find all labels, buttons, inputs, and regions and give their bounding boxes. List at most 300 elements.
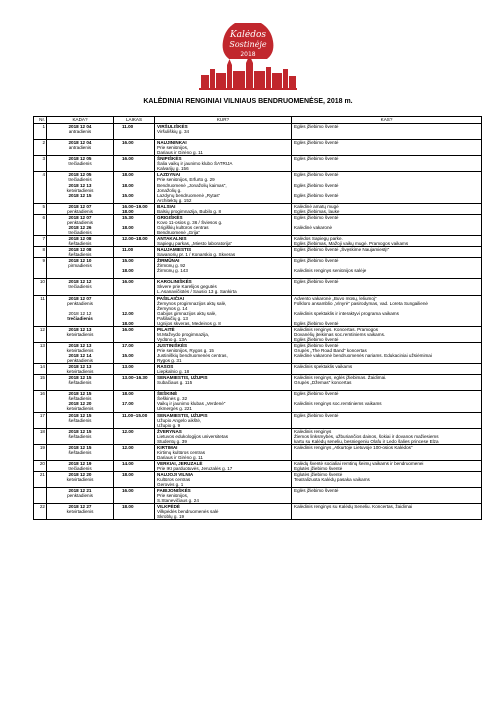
cell-when-line: trečiadienis	[68, 161, 92, 167]
cell-what-line: Kalėdinis renginys soc.remtiniems vaikams	[294, 401, 382, 407]
table-row	[34, 203, 482, 214]
cell-when-line: 2018 12 08	[68, 247, 92, 253]
cell-what	[292, 375, 482, 391]
cell-what-line	[294, 289, 479, 294]
cell-nr: 22	[34, 504, 47, 520]
table-row	[34, 444, 482, 460]
cell-time-line	[122, 358, 152, 363]
cell-where-line: M.Mažvydo progimnazija,	[157, 331, 210, 337]
cell-time-line: 18.00	[122, 320, 134, 326]
cell-where-line: Prie seniūnijos,	[157, 145, 189, 151]
cell-time	[114, 203, 155, 214]
cell-where-line: Žemynos progimnazijos aktų salė,	[157, 300, 227, 306]
cell-when	[47, 488, 114, 504]
cell-when-line: trečiadienis	[68, 466, 92, 471]
cell-what-line: Grupės „The Road Band“ koncertas	[294, 347, 367, 353]
cell-time-line: 16.00	[122, 326, 134, 332]
cell-when-line	[49, 514, 111, 519]
cell-when	[47, 235, 114, 246]
cell-time-line: 13.00–16.30	[122, 375, 148, 381]
cell-where	[155, 279, 292, 295]
cell-time	[114, 428, 155, 444]
cell-what-line	[294, 423, 479, 428]
cell-when-line: pirmadienis	[68, 263, 92, 269]
cell-where-line	[157, 273, 289, 278]
cell-time-line: 18.00	[122, 208, 134, 214]
cell-when	[47, 156, 114, 172]
cell-time	[114, 444, 155, 460]
cell-where-line: Sapiegų parkas, „Miesto laboratorija“	[157, 241, 233, 247]
cell-what-line	[294, 406, 479, 411]
cell-where-line: Lazdynų bendruomenė „Rytas“	[157, 192, 221, 198]
cell-what	[292, 247, 482, 258]
cell-when-line: 2018 12 07	[68, 203, 92, 209]
cell-what-line	[294, 166, 479, 171]
cell-where	[155, 444, 292, 460]
cell-time-line: 12.00	[122, 444, 134, 450]
cell-when-line	[49, 439, 111, 444]
cell-time-line: 16.00	[122, 488, 134, 494]
cell-time	[114, 172, 155, 203]
cell-what-line: Teatralizuota Kalėdų pasaka vaikams	[294, 477, 370, 483]
cell-time	[114, 472, 155, 488]
cell-where-line: Šalia vaikų ir jaunimo klubo ŠATRIJA	[157, 161, 233, 167]
cell-when-line	[49, 150, 111, 155]
cell-time-line	[122, 369, 152, 374]
cell-where-line: RASOS	[157, 364, 174, 370]
cell-time	[114, 247, 155, 258]
cell-time-line: 12.00–18.00	[122, 235, 148, 241]
cell-where	[155, 460, 292, 471]
cell-when-line: penktadienis	[67, 358, 93, 364]
cell-when-line	[49, 498, 111, 503]
cell-what-line: Eglės įžiebimo šventė	[294, 412, 339, 418]
cell-when-line: šeštadienis	[68, 241, 92, 247]
cell-what-line: Advento vakaronė „Buvo mūsų, leliumoj“	[294, 295, 377, 301]
cell-what	[292, 342, 482, 363]
cell-what-line: Eglės įžiebimo šventė „Švęskime Naujamiestį!“	[294, 247, 390, 253]
cell-what	[292, 214, 482, 235]
logo-line-2: Sostinėje	[229, 40, 267, 49]
cell-what	[292, 460, 482, 471]
cell-time	[114, 342, 155, 363]
cell-when-line: ketvirtadienis	[66, 477, 94, 483]
cell-where	[155, 472, 292, 488]
cell-where-line: Studentų g. 39	[157, 438, 187, 444]
cell-when-line: 2018 12 15	[68, 444, 92, 450]
cell-nr: 18	[34, 428, 47, 444]
cell-what-line: Kalėdų šventė socialiai remtinų šeimų vaikams ir bendruomenei	[294, 460, 424, 466]
cell-when-line: ketvirtadienis	[66, 369, 94, 375]
cell-when-line: 2018 12 07	[68, 295, 92, 301]
cell-what-line	[294, 385, 479, 390]
table-row	[34, 235, 482, 246]
table-row	[34, 391, 482, 412]
header-time: LAIKAS	[114, 117, 155, 124]
table-row	[34, 460, 482, 471]
cell-when-line: 2018 12 21	[68, 488, 92, 494]
cell-when-line: penktadienis	[67, 219, 93, 225]
cell-nr: 16	[34, 391, 47, 412]
cell-when-line: 2018 12 04	[68, 140, 92, 146]
cell-time	[114, 140, 155, 156]
cell-when-line: 2018 12 20	[68, 472, 92, 478]
cell-time	[114, 156, 155, 172]
table-row	[34, 156, 482, 172]
table-row	[34, 124, 482, 140]
cell-nr: 8	[34, 247, 47, 258]
cell-time-line	[122, 337, 152, 342]
cell-where	[155, 124, 292, 140]
cell-where-line: Architektų g. 152	[157, 197, 192, 203]
cell-where-line	[157, 134, 289, 139]
cell-where-line: Vaikų ir jaunimo klubas „Verdenė“	[157, 401, 226, 407]
cell-what	[292, 391, 482, 412]
cell-where	[155, 172, 292, 203]
cell-time	[114, 124, 155, 140]
table-row	[34, 488, 482, 504]
cell-when-line: trečiadienis	[68, 229, 92, 235]
cell-what	[292, 412, 482, 428]
cell-what-line: Eglės įžiebimo šventė	[294, 336, 339, 342]
cell-when-line	[49, 289, 111, 294]
cell-where-line: Kultūros centras	[157, 477, 191, 483]
cell-time-line: 16.00	[122, 279, 134, 285]
cell-where-line: ŽVERYNAS	[157, 428, 182, 434]
cell-what-line: Eglės įžiebimo šventė	[294, 279, 339, 285]
cell-nr: 17	[34, 412, 47, 428]
cell-what	[292, 140, 482, 156]
cell-time-line: 17.00	[122, 342, 134, 348]
cell-what	[292, 124, 482, 140]
cell-time-line: 15.00	[122, 353, 134, 359]
cell-what-line: Kalėdinė vakaronė	[294, 224, 333, 230]
cell-when-line: 2018 12 12	[68, 310, 92, 316]
cell-nr: 3	[34, 156, 47, 172]
cell-what	[292, 295, 482, 326]
cell-what-line: Eglės įžiebimo šventė	[294, 124, 339, 129]
cell-nr: 10	[34, 279, 47, 295]
cell-where-line: Liepkalnio g. 18	[157, 369, 190, 375]
cell-what-line: Eglės įžiebimas, lauke	[294, 208, 340, 214]
cell-when-line	[49, 273, 111, 278]
cell-where-line: VILKPĖDĖ	[157, 504, 180, 510]
cell-where-line: Šeškinės g. 32	[157, 396, 188, 402]
cell-where-line: Užupio Angelo aikštė,	[157, 417, 202, 423]
cell-when	[47, 172, 114, 203]
cell-what-line: Kalėdinis renginys seniūnijos salėje	[294, 268, 367, 274]
cell-what	[292, 279, 482, 295]
cell-when-line: 2018 12 13	[68, 326, 92, 332]
cell-time-line	[122, 498, 152, 503]
cell-time-line: 18.00	[122, 472, 134, 478]
cell-when-line: 2018 12 15	[68, 412, 92, 418]
cell-where-line: PAŠILAIČIAI	[157, 295, 184, 301]
cell-when	[47, 140, 114, 156]
cell-when-line: 2018 12 26	[68, 224, 92, 230]
cell-when	[47, 214, 114, 235]
cell-time-line	[122, 252, 152, 257]
cell-time-line: 16.00	[122, 156, 134, 162]
cell-nr: 2	[34, 140, 47, 156]
cell-what	[292, 172, 482, 203]
table-row	[34, 172, 482, 203]
table-header-row	[34, 117, 482, 124]
cell-where-line: Prie seniūnijos, Rygos g. 15	[157, 347, 214, 353]
cell-when	[47, 428, 114, 444]
cell-time-line: 16.00–19.00	[122, 203, 148, 209]
logo-year: 2018	[240, 51, 256, 58]
cell-time-line: 18.00	[122, 224, 134, 230]
cell-when-line: šeštadienis	[68, 252, 92, 258]
cell-where	[155, 247, 292, 258]
cell-when	[47, 279, 114, 295]
cell-nr: 21	[34, 472, 47, 488]
cell-when	[47, 504, 114, 520]
cell-what-line: Žiemos linksmybės, užburiančios dainos, šokiai ir dovanos mažiesiems	[294, 433, 439, 439]
cell-where-line: Kirtimų kultūros centras	[157, 449, 205, 455]
cell-what-line	[294, 150, 479, 155]
table-row	[34, 375, 482, 391]
cell-nr: 4	[34, 172, 47, 203]
events-table	[33, 116, 482, 520]
cell-what	[292, 364, 482, 375]
cell-time-line: 15.00	[122, 192, 134, 198]
cell-where-line: Skroblų g. 19	[157, 514, 185, 520]
cell-where-line: Prie IKI parduotuvės, Jeruzalės g. 17	[157, 466, 233, 471]
cell-time-line: 12.00	[122, 428, 134, 434]
cell-what-line: Kalėdinis renginys, eglės įžiebimas. Žaidimai.	[294, 375, 387, 381]
cell-what-line: Eglutės įžiebimo šventė	[294, 472, 343, 478]
cell-where-line: FABIJONIŠKĖS	[157, 488, 191, 494]
cell-what-line: Kalėdinis renginys. Koncertas. Pramogos	[294, 326, 379, 332]
cell-when-line: 2018 12 05	[68, 156, 92, 162]
cell-nr: 13	[34, 342, 47, 363]
cell-where-line: Žirmūnų g. 143	[157, 268, 188, 274]
cell-when-line	[49, 423, 111, 428]
cell-time	[114, 460, 155, 471]
table-row	[34, 214, 482, 235]
cell-where-line: Savanorių pr. 1 / Konarskio g. Skveras	[157, 252, 236, 258]
table-row	[34, 326, 482, 342]
cell-when-line	[49, 482, 111, 487]
cell-when-line: 2018 12 12	[68, 279, 92, 285]
cell-where-line: Gabijos gimnazijos aktų salė,	[157, 310, 217, 316]
cell-time-line: 15.00	[122, 258, 134, 264]
cell-time-line	[122, 466, 152, 471]
cell-what-line: Folkloro ansamblio „Vinyrė“ pasirodymas, vad. Loreta Sungailienė	[294, 300, 428, 306]
cell-time-line	[122, 423, 152, 428]
cell-when-line: 2018 12 10	[68, 258, 92, 264]
cell-where-line: Kovo 11-osios g. 36 / Šviesos g.	[157, 219, 223, 225]
cell-when	[47, 472, 114, 488]
cell-when-line: 2018 12 13	[68, 182, 92, 188]
cell-where-line: Prie seniūnijos, Erfurto g. 29	[157, 177, 215, 183]
cell-what	[292, 488, 482, 504]
cell-where-line: Jonažolių g.	[157, 187, 182, 193]
table-row	[34, 279, 482, 295]
cell-when-line: ketvirtadienis	[66, 509, 94, 515]
cell-time-line	[122, 273, 152, 278]
cell-where-line: Viršuliškių g. 34	[157, 129, 190, 135]
cell-where-line: ŠNIPIŠKĖS	[157, 156, 182, 162]
cell-when	[47, 258, 114, 279]
cell-when	[47, 326, 114, 342]
table-row	[34, 342, 482, 363]
cell-time-line: 11.00–15.00	[122, 412, 148, 418]
cell-when-line: šeštadienis	[68, 433, 92, 439]
cell-what-line	[294, 230, 479, 235]
cell-what	[292, 428, 482, 444]
cell-when-line: trečiadienis	[67, 315, 93, 321]
cell-where-line	[157, 385, 289, 390]
cell-nr: 20	[34, 460, 47, 471]
cell-when	[47, 364, 114, 375]
cell-when-line: trečiadienis	[68, 284, 92, 290]
cell-when-line: šeštadienis	[68, 380, 92, 386]
cell-when-line	[49, 166, 111, 171]
cell-where	[155, 375, 292, 391]
cell-where-line: Žemynos g. 14	[157, 305, 188, 311]
cell-when-line: ketvirtadienis	[66, 347, 94, 353]
cell-time-line	[122, 514, 152, 519]
cell-where-line: GRIGIŠKĖS	[157, 214, 183, 220]
cell-where-line: Žirmūnų g. 92	[157, 263, 186, 269]
cell-where-line: PILAITĖ	[157, 326, 175, 332]
cell-when-line: ketvirtadienis	[66, 331, 94, 337]
header-where: KUR?	[155, 117, 292, 124]
header-when: KADA?	[47, 117, 114, 124]
cell-where-line: Vilkpėdės bendruomenės salė	[157, 509, 219, 515]
cell-when-line: 2018 12 15	[68, 428, 92, 434]
cell-when-line: 2018 12 15	[68, 375, 92, 381]
cell-time	[114, 488, 155, 504]
cell-when-line: 2018 12 13	[68, 342, 92, 348]
cell-what-line: Kalėdinis spektaklis vaikams	[294, 364, 353, 370]
cell-where	[155, 412, 292, 428]
cell-when	[47, 460, 114, 471]
cell-when-line: šeštadienis	[68, 396, 92, 402]
cell-what	[292, 472, 482, 488]
cell-nr: 7	[34, 235, 47, 246]
cell-time	[114, 258, 155, 279]
cell-when	[47, 342, 114, 363]
cell-what	[292, 156, 482, 172]
cell-where-line: SENAMIESTIS, UŽUPIS	[157, 412, 208, 418]
cell-time	[114, 364, 155, 375]
cell-where-line: KAROLINIŠKĖS	[157, 279, 192, 285]
cell-time-line: 18.00	[122, 504, 134, 510]
cell-where	[155, 488, 292, 504]
cell-where	[155, 258, 292, 279]
table-row	[34, 472, 482, 488]
cell-what-line: Grupės „Džemas“ koncertas	[294, 380, 352, 386]
cell-time-line: 18.00	[122, 172, 134, 178]
cell-where-line: Užupio g. 9	[157, 422, 181, 428]
cell-time-line	[122, 482, 152, 487]
cell-when	[47, 247, 114, 258]
cell-what-line: Kalėdinis renginys „Atkurtoje Lietuvoje 100-osios Kalėdos“	[294, 444, 413, 450]
cell-where-line: Pašilaičių g. 13	[157, 315, 188, 321]
cell-what-line: Eglės įžiebimo šventė	[294, 192, 339, 198]
cell-what-line: Eglės įžiebimo šventė	[294, 488, 339, 494]
cell-where-line: KIRTIMAI	[157, 444, 178, 450]
cell-where-line: NAUJAMIESTIS	[157, 247, 192, 253]
cell-where-line: VIRŠULIŠKĖS	[157, 124, 188, 129]
cell-where	[155, 140, 292, 156]
cell-time-line	[122, 455, 152, 460]
cell-time-line: 15.30	[122, 214, 134, 220]
cell-what-line	[294, 482, 479, 487]
cell-what-line: Dovanėlių įteikimas soc.remtiniems vaikams.	[294, 331, 386, 337]
cell-nr: 6	[34, 214, 47, 235]
cell-when-line: 2018 12 04	[68, 124, 92, 129]
cell-when-line: 2018 12 08	[68, 235, 92, 241]
cell-when-line	[49, 134, 111, 139]
cell-where-line: VERKIAI, JERUZALĖ	[157, 460, 203, 466]
table-row	[34, 364, 482, 375]
cell-where-line: Ukmergės g. 221	[157, 406, 192, 412]
cell-when-line: šeštadienis	[68, 449, 92, 455]
cell-nr	[34, 488, 47, 504]
header-nr: Nr.	[34, 117, 47, 124]
cell-when-line: ketvirtadienis	[66, 406, 94, 412]
cell-where-line: Gerovės g. 1	[157, 482, 184, 488]
cell-where-line: ŽIRMŪNAI	[157, 258, 180, 264]
cell-when-line: 2018 12 05	[68, 172, 92, 178]
cell-what	[292, 203, 482, 214]
logo-line-1: Kalėdos	[229, 30, 267, 40]
cell-when-line: antradienis	[68, 129, 92, 135]
table-row	[34, 412, 482, 428]
cell-what-line	[294, 455, 479, 460]
cell-time-line: 18.00	[122, 268, 134, 274]
cell-where-line: SENAMIESTIS, UŽUPIS	[157, 375, 208, 381]
cell-where	[155, 326, 292, 342]
cell-where-line: Skvere prie Karelijos gegutės	[157, 284, 217, 290]
cell-where	[155, 342, 292, 363]
cell-nr: 12	[34, 326, 47, 342]
cell-when-line: 2018 12 13	[68, 364, 92, 370]
cell-what-line: Eglės įžiebimo šventė	[294, 156, 339, 162]
cell-what-line: Eglutės įžiebimo šventė	[294, 466, 343, 471]
cell-what-line: Eglės įžiebimo šventė	[294, 258, 339, 264]
cell-what	[292, 258, 482, 279]
cell-time-line	[122, 385, 152, 390]
cell-what-line: Kalėdinis renginys	[294, 428, 332, 434]
cell-when-line: 2018 12 14	[68, 353, 92, 359]
table-row	[34, 247, 482, 258]
cell-what-line: Eglės įžiebimas, Mažoji vaikų mugė. Pramogos vaikams	[294, 241, 409, 247]
cell-when-line: penktadienis	[67, 493, 93, 499]
cell-time-line	[122, 439, 152, 444]
cell-where	[155, 364, 292, 375]
cell-where-line: Bendruomenė „Jonažolių kaimas“,	[157, 182, 227, 188]
cell-where-line: Kalvarijų g. 156	[157, 166, 189, 172]
cell-where-line: Vydūno g. 13A	[157, 336, 187, 342]
cell-what-line	[294, 498, 479, 503]
table-row	[34, 428, 482, 444]
cell-where	[155, 391, 292, 412]
cell-what-line: Eglės įžiebimo šventė	[294, 172, 339, 178]
cell-time-line: 12.00	[122, 310, 134, 316]
document-title: KALĖDINIAI RENGINIAI VILNIAUS BENDRUOMENĖSE, 2018 m.	[143, 98, 353, 105]
cell-where-line: BALSIAI	[157, 203, 176, 209]
cell-what	[292, 235, 482, 246]
cell-where-line: Rygos g. 31	[157, 358, 182, 364]
cell-where-line: NAUJOJI VILNIA	[157, 472, 194, 478]
cell-what-line	[294, 369, 479, 374]
